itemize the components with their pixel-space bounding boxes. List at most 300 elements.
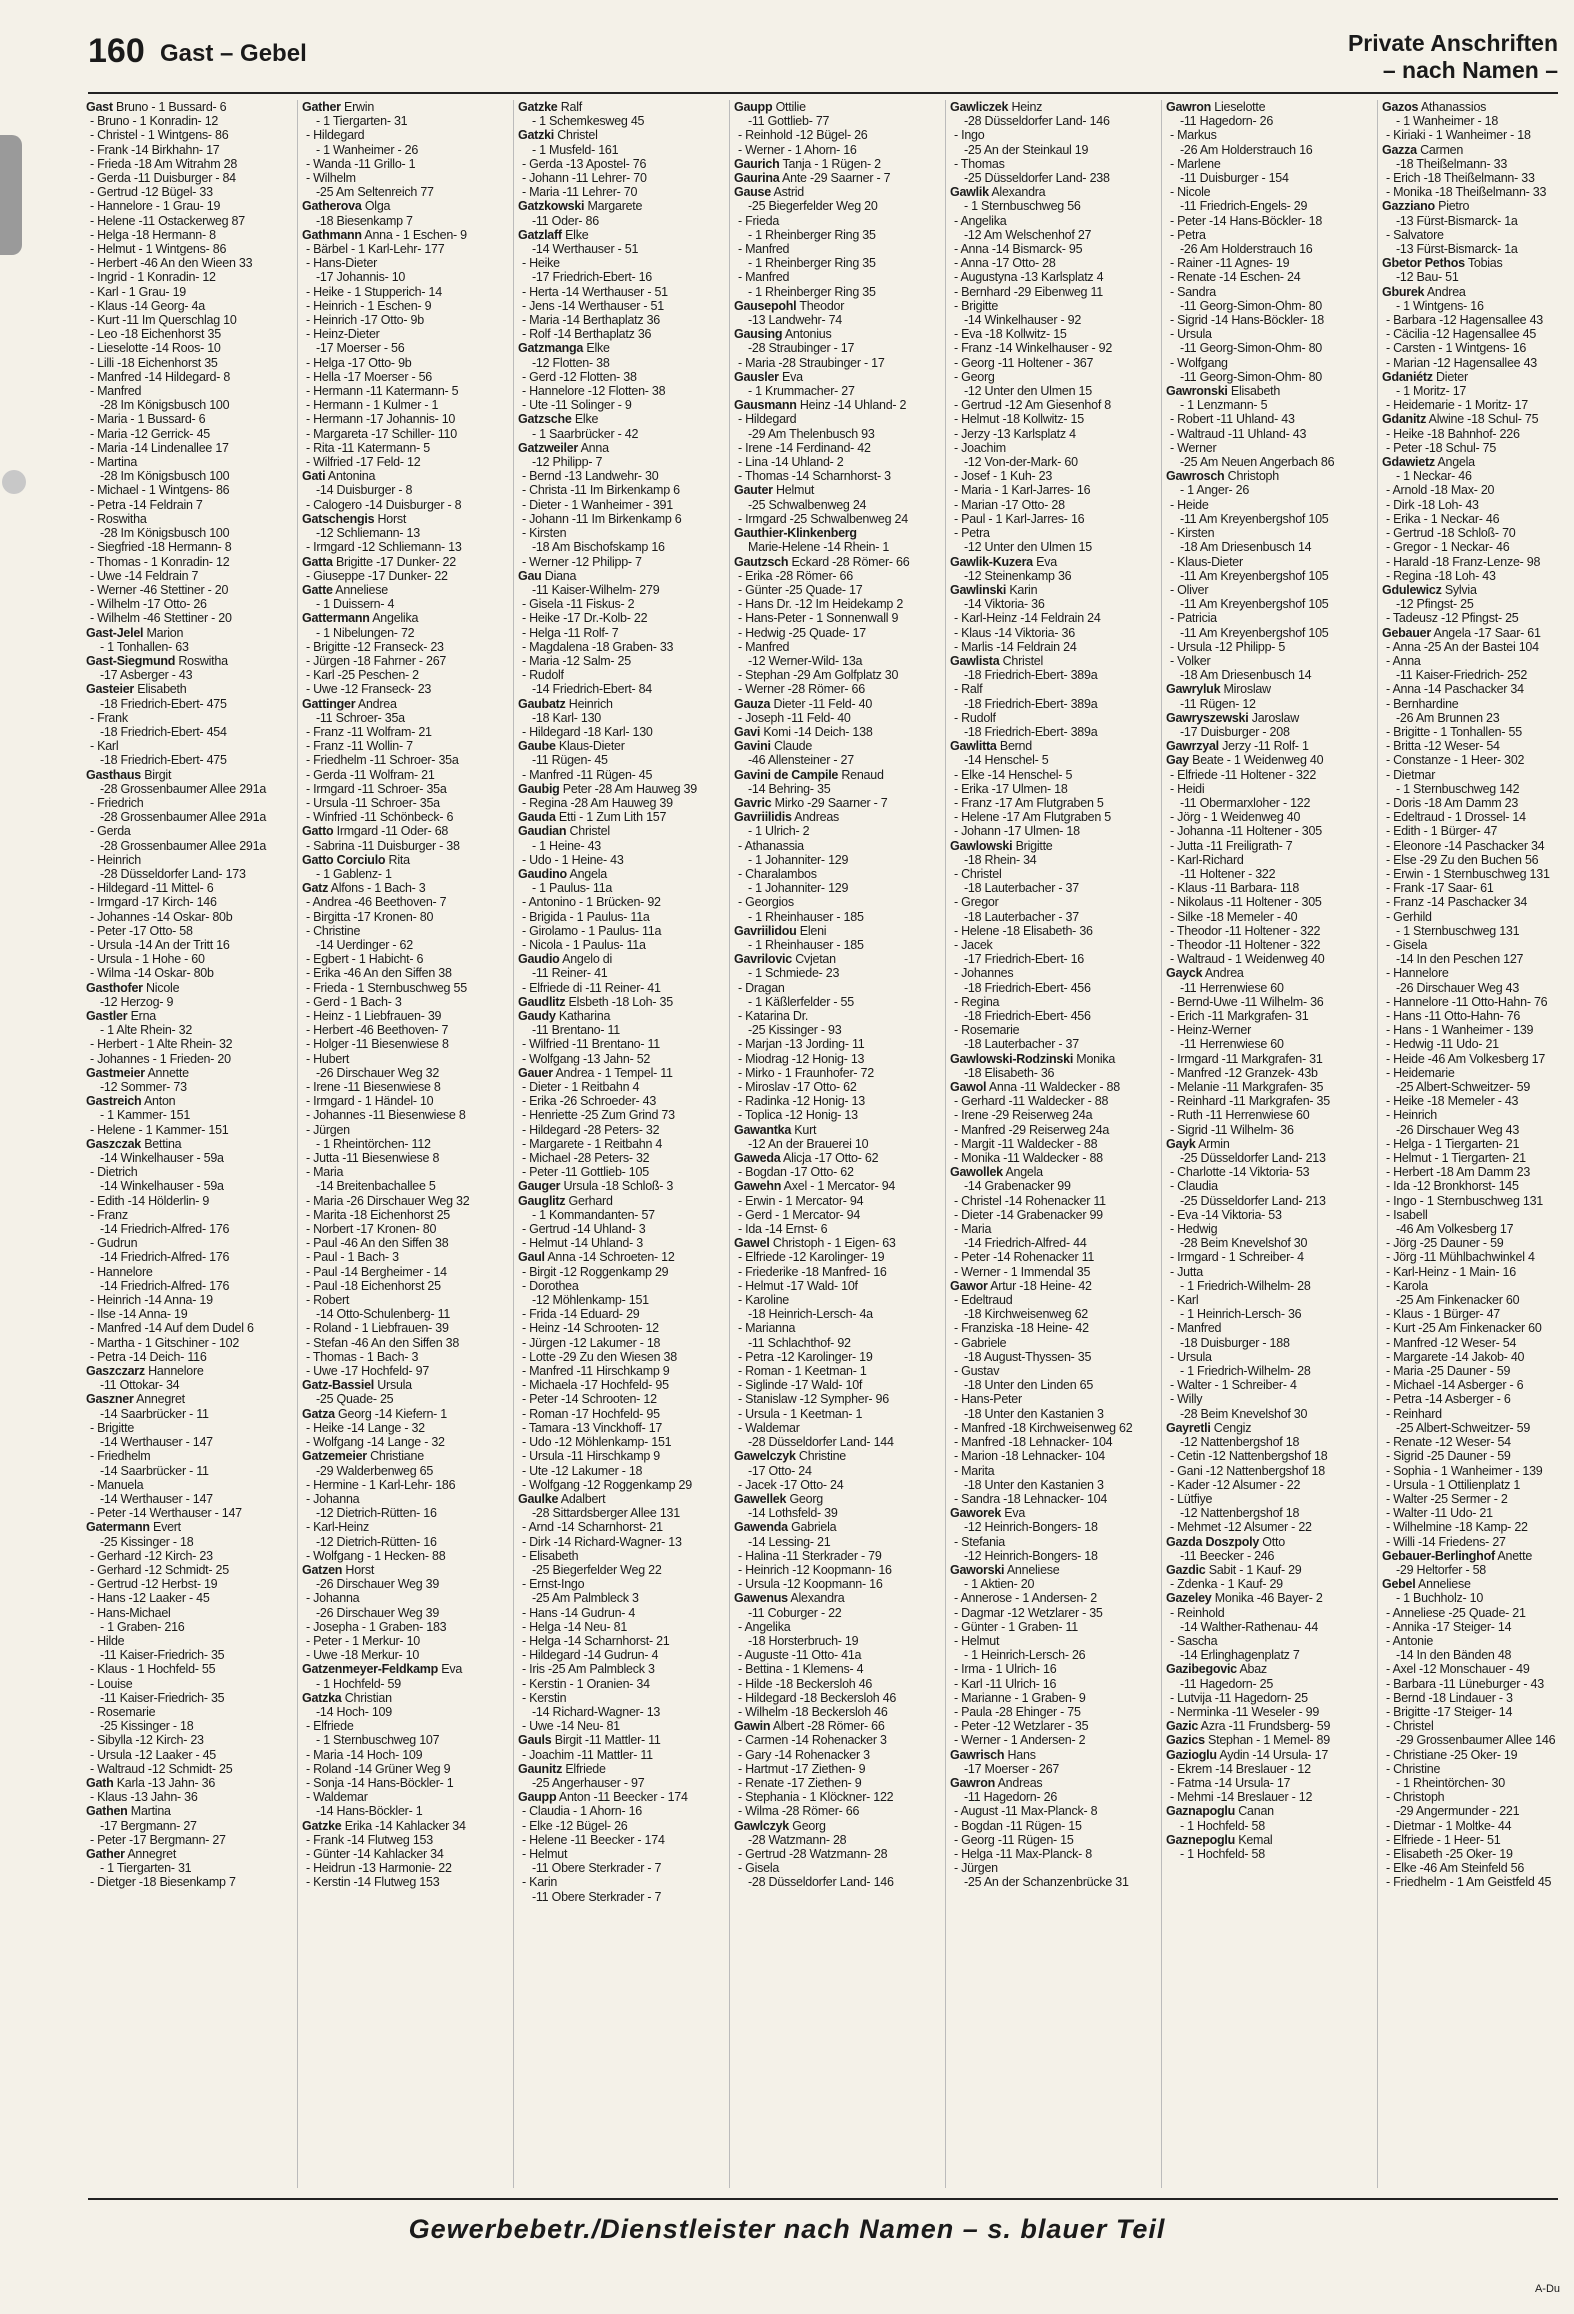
directory-entry <box>86 1478 291 1492</box>
directory-entry <box>86 1790 291 1804</box>
directory-entry <box>734 1307 939 1321</box>
directory-entry <box>1382 782 1556 796</box>
directory-entry <box>734 995 939 1009</box>
directory-entry <box>1166 1165 1371 1179</box>
directory-entry <box>950 895 1155 909</box>
surname: Gawron <box>950 1775 996 1790</box>
entry-text: Brigitte -17 Dunker- 22 <box>335 554 456 569</box>
directory-entry <box>950 1606 1155 1620</box>
entry-text: Stephan - 1 Memel- 89 <box>1208 1733 1330 1748</box>
directory-entry <box>86 214 291 228</box>
directory-entry <box>302 1321 507 1335</box>
entry-text: - Franz -14 Winkelhauser - 92 <box>954 341 1113 356</box>
entry-text: Alfons - 1 Bach- 3 <box>330 881 426 896</box>
entry-text: - Irene -11 Biesenwiese 8 <box>306 1080 441 1095</box>
entry-text: - Joachim <box>954 440 1006 455</box>
entry-text: Peter -28 Am Hauweg 39 <box>562 781 697 796</box>
directory-entry <box>518 1648 723 1662</box>
entry-text: Erika -14 Kahlacker 34 <box>344 1818 466 1833</box>
entry-text: - Gerhild <box>1386 909 1432 924</box>
entry-text: - Paul -14 Bergheimer - 14 <box>306 1264 447 1279</box>
directory-entry <box>86 100 291 114</box>
surname: Gawenus <box>734 1591 788 1606</box>
entry-text: - Jürgen <box>954 1861 998 1876</box>
entry-text: - Manfred -18 Lehnacker- 104 <box>954 1435 1113 1450</box>
surname: Gawlik-Kuzera <box>950 554 1033 569</box>
entry-text: - 1 Wanheimer - 26 <box>316 142 419 157</box>
directory-entry <box>1382 981 1556 995</box>
surname: Gatte <box>302 582 333 597</box>
directory-entry <box>950 285 1155 299</box>
entry-text: - Erika -26 Schroeder- 43 <box>522 1094 657 1109</box>
directory-entry <box>518 214 723 228</box>
directory-entry <box>302 796 507 810</box>
entry-text: -25 Am Seltenreich 77 <box>316 185 434 200</box>
entry-text: - Kader -12 Alsumer - 22 <box>1170 1477 1301 1492</box>
directory-entry <box>1166 526 1371 540</box>
directory-entry <box>86 853 291 867</box>
directory-entry <box>734 1165 939 1179</box>
directory-entry <box>734 398 939 412</box>
directory-entry <box>518 952 723 966</box>
directory-entry <box>518 1293 723 1307</box>
entry-text: - Peter -14 Werthauser - 147 <box>90 1506 242 1521</box>
directory-entry <box>1382 427 1556 441</box>
entry-text: -28 Im Königsbusch 100 <box>100 398 230 413</box>
entry-text: - Sigrid -11 Wilhelm- 36 <box>1170 1122 1294 1137</box>
entry-text: - Roman - 1 Keetman- 1 <box>738 1364 867 1379</box>
directory-entry <box>302 313 507 327</box>
entry-text: - Marita -18 Eichenhorst 25 <box>306 1207 451 1222</box>
entry-text: - 1 Anger- 26 <box>1180 483 1250 498</box>
directory-entry <box>86 1748 291 1762</box>
entry-text: - Gustav <box>954 1364 1000 1379</box>
directory-entry <box>518 768 723 782</box>
directory-entry <box>734 597 939 611</box>
entry-text: -18 Karl- 130 <box>532 710 602 725</box>
directory-entry <box>518 1890 723 1904</box>
entry-text: Rita <box>388 852 410 867</box>
entry-text: Astrid <box>773 185 804 200</box>
entry-text: - Helmut -14 Uhland- 3 <box>522 1236 643 1251</box>
directory-entry <box>86 1705 291 1719</box>
directory-entry <box>1382 995 1556 1009</box>
entry-text: -18 Friedrich-Ebert- 475 <box>100 753 227 768</box>
entry-text: - Erich -11 Markgrafen- 31 <box>1170 1009 1309 1023</box>
entry-text: Andreas <box>794 810 840 825</box>
entry-text: - Isabell <box>1386 1207 1428 1222</box>
entry-text: - Manfred -12 Granzek- 43b <box>1170 1065 1318 1080</box>
directory-entry <box>518 668 723 682</box>
directory-entry <box>518 682 723 696</box>
surname: Gather <box>86 1846 125 1861</box>
directory-entry <box>1382 1563 1556 1577</box>
entry-text: -17 Moerser - 267 <box>964 1761 1060 1776</box>
directory-entry <box>1382 881 1556 895</box>
surname: Gatzweiler <box>518 440 579 455</box>
directory-entry <box>302 853 507 867</box>
directory-entry <box>86 1023 291 1037</box>
surname: Gatzke <box>302 1818 342 1833</box>
entry-text: - Heinrich <box>1386 1108 1437 1123</box>
entry-text: Helmut <box>776 483 815 498</box>
directory-entry <box>1382 1023 1556 1037</box>
entry-text: -11 Hagedorn- 26 <box>964 1790 1058 1805</box>
entry-text: - Hildegard <box>306 128 365 143</box>
directory-entry <box>86 1222 291 1236</box>
entry-text: - Marian -12 Hagensallee 43 <box>1386 355 1537 370</box>
entry-text: - Werner - 1 Immendal 35 <box>954 1264 1091 1279</box>
surname: Gast-Jelel <box>86 625 144 640</box>
entry-text: - Sonja -14 Hans-Böckler- 1 <box>306 1775 454 1790</box>
entry-text: - Antonino - 1 Brücken- 92 <box>522 895 661 910</box>
directory-entry <box>950 711 1155 725</box>
directory-entry <box>950 1620 1155 1634</box>
entry-text: -26 Dirschauer Weg 43 <box>1396 1122 1520 1137</box>
entry-text: -14 Breitenbachallee 5 <box>316 1179 436 1194</box>
entry-text: -25 Albert-Schweitzer- 59 <box>1396 1420 1531 1435</box>
entry-text: Abaz <box>1239 1662 1267 1677</box>
directory-entry <box>1382 1719 1556 1733</box>
entry-text: - Elfriede -11 Holtener - 322 <box>1170 767 1317 782</box>
entry-text: - Jutta -11 Freiligrath- 7 <box>1170 838 1293 853</box>
entry-text: - Johannes - 1 Frieden- 20 <box>90 1051 231 1066</box>
entry-text: Gerhard <box>568 1193 613 1208</box>
directory-entry <box>1166 981 1371 995</box>
directory-entry <box>86 1137 291 1151</box>
entry-text: - Robert <box>306 1293 350 1308</box>
directory-entry <box>518 1222 723 1236</box>
directory-entry <box>1382 1875 1556 1889</box>
directory-entry <box>1166 299 1371 313</box>
directory-entry <box>302 938 507 952</box>
entry-text: - Henriette -25 Zum Grind 73 <box>522 1108 675 1123</box>
entry-text: - Helene -18 Elisabeth- 36 <box>954 923 1093 938</box>
entry-text: - Werner - 1 Andersen- 2 <box>954 1733 1086 1748</box>
entry-text: -18 Friedrich-Ebert- 389a <box>964 696 1098 711</box>
directory-entry <box>1166 1066 1371 1080</box>
entry-text: - Bernd -13 Landwehr- 30 <box>522 469 659 484</box>
entry-text: -14 Saarbrücker - 11 <box>100 1463 209 1478</box>
directory-entry <box>86 1506 291 1520</box>
entry-text: Pietro <box>1438 199 1470 214</box>
directory-entry <box>734 427 939 441</box>
surname: Gati <box>302 469 326 484</box>
directory-entry <box>1166 412 1371 426</box>
entry-text: - Dietmar - 1 Moltke- 44 <box>1386 1818 1512 1833</box>
directory-entry <box>302 583 507 597</box>
entry-text: - Herbert - 1 Alte Rhein- 32 <box>90 1037 233 1052</box>
directory-entry <box>86 1733 291 1747</box>
entry-text: - Ida -12 Bronkhorst- 145 <box>1386 1179 1519 1194</box>
entry-text: - Reinhard -11 Markgrafen- 35 <box>1170 1094 1330 1109</box>
entry-text: - Ursula - 1 Keetman- 1 <box>738 1406 863 1421</box>
directory-entry <box>302 1407 507 1421</box>
directory-entry <box>734 469 939 483</box>
directory-entry <box>518 228 723 242</box>
directory-entry <box>950 100 1155 114</box>
entry-text: - Roman -17 Hochfeld- 95 <box>522 1406 660 1421</box>
directory-entry <box>86 1165 291 1179</box>
entry-text: Elke <box>586 341 610 356</box>
entry-text: - Werner -46 Stettiner - 20 <box>90 582 229 597</box>
entry-text: - Heidi <box>1170 781 1205 796</box>
directory-entry <box>518 753 723 767</box>
directory-entry <box>734 1179 939 1193</box>
entry-text: - 1 Sternbuschweg 142 <box>1396 781 1520 796</box>
entry-text: - Christa -11 Im Birkenkamp 6 <box>522 483 680 498</box>
directory-entry <box>518 512 723 526</box>
directory-entry <box>1382 796 1556 810</box>
surname: Gatermann <box>86 1520 150 1535</box>
directory-entry <box>734 1677 939 1691</box>
directory-entry <box>518 895 723 909</box>
directory-entry <box>518 1208 723 1222</box>
entry-text: Christiane <box>370 1449 424 1464</box>
entry-text: - Rita -11 Katermann- 5 <box>306 440 430 455</box>
entry-text: -11 Duisburger - 154 <box>1180 171 1289 186</box>
directory-entry <box>518 1037 723 1051</box>
directory-column <box>945 100 1155 2188</box>
directory-entry <box>1166 1378 1371 1392</box>
entry-text: -14 Friedrich-Alfred- 176 <box>100 1278 230 1293</box>
directory-entry <box>86 810 291 824</box>
entry-text: - Helga -14 Neu- 81 <box>522 1619 628 1634</box>
entry-text: -28 Im Königsbusch 100 <box>100 469 230 484</box>
entry-text: - Wilhelm -46 Stettiner - 20 <box>90 611 232 626</box>
directory-entry <box>734 214 939 228</box>
directory-entry <box>950 1108 1155 1122</box>
surname: Gausmann <box>734 398 797 413</box>
entry-text: - Lilli -18 Eichenhorst 35 <box>90 355 218 370</box>
entry-text: - Roland -14 Grüner Weg 9 <box>306 1761 451 1776</box>
directory-entry <box>950 1194 1155 1208</box>
entry-text: - Eva -18 Kollwitz- 15 <box>954 327 1067 342</box>
directory-entry <box>86 1407 291 1421</box>
entry-text: Horst <box>377 511 407 526</box>
entry-text: - Heike -14 Lange - 32 <box>306 1420 425 1435</box>
directory-entry <box>86 1606 291 1620</box>
directory-entry <box>950 370 1155 384</box>
entry-text: - Heidemarie - 1 Moritz- 17 <box>1386 398 1528 413</box>
directory-entry <box>518 739 723 753</box>
entry-text: -14 Friedrich-Ebert- 84 <box>532 682 652 697</box>
directory-entry <box>518 1861 723 1875</box>
entry-text: - Bärbel - 1 Karl-Lehr- 177 <box>306 242 445 257</box>
directory-entry <box>302 597 507 611</box>
entry-text: Eckard -28 Römer- 66 <box>791 554 910 569</box>
directory-entry <box>950 299 1155 313</box>
entry-text: -17 Moerser - 56 <box>316 341 405 356</box>
surname: Gauglitz <box>518 1193 566 1208</box>
directory-entry <box>1382 1748 1556 1762</box>
directory-entry <box>518 1407 723 1421</box>
entry-text: -11 Gottlieb- 77 <box>748 114 830 129</box>
entry-text: -12 Nattenbergshof 18 <box>1180 1506 1300 1521</box>
entry-text: - 1 Rheintörchen- 30 <box>1396 1775 1505 1790</box>
entry-text: - Georg <box>954 369 995 384</box>
directory-entry <box>950 1535 1155 1549</box>
entry-text: - Nicola - 1 Paulus- 11a <box>522 937 646 952</box>
entry-text: - Jürgen <box>306 1122 350 1137</box>
entry-text: Andrea <box>1204 966 1244 981</box>
directory-entry <box>1166 1804 1371 1818</box>
entry-text: - Christel - 1 Wintgens- 86 <box>90 128 229 143</box>
entry-text: - Johann -11 Lehrer- 70 <box>522 171 647 186</box>
entry-text: - Dieter - 1 Wanheimer - 391 <box>522 497 673 512</box>
directory-entry <box>518 1691 723 1705</box>
directory-entry <box>302 1719 507 1733</box>
directory-entry <box>518 1535 723 1549</box>
entry-text: - Elke -46 Am Steinfeld 56 <box>1386 1861 1525 1876</box>
surname: Gausler <box>734 369 779 384</box>
directory-entry <box>950 1733 1155 1747</box>
directory-entry <box>734 952 939 966</box>
directory-entry <box>86 725 291 739</box>
directory-entry <box>1382 1407 1556 1421</box>
directory-entry <box>86 1307 291 1321</box>
entry-text: - Maria -14 Berthaplatz 36 <box>522 313 661 328</box>
entry-text: Eva <box>441 1662 463 1677</box>
directory-entry <box>734 1066 939 1080</box>
entry-text: - Silke -18 Memeler - 40 <box>1170 909 1298 924</box>
entry-text: - 1 Friedrich-Wilhelm- 28 <box>1180 1278 1311 1293</box>
entry-text: - Reinhold <box>1170 1605 1225 1620</box>
directory-entry <box>1166 569 1371 583</box>
entry-text: - Sigrid -25 Dauner - 59 <box>1386 1449 1511 1464</box>
entry-text: - Johanna <box>306 1491 360 1506</box>
surname: Gauza <box>734 696 771 711</box>
directory-entry <box>734 412 939 426</box>
directory-entry <box>734 1776 939 1790</box>
side-dot-marker <box>2 470 26 494</box>
directory-entry <box>1166 1364 1371 1378</box>
directory-entry <box>86 640 291 654</box>
entry-text: - Herbert -46 An den Wieen 33 <box>90 256 253 271</box>
directory-entry <box>518 1123 723 1137</box>
directory-entry <box>1166 611 1371 625</box>
entry-text: -25 Albert-Schweitzer- 59 <box>1396 1080 1531 1095</box>
entry-text: - Miodrag -12 Honig- 13 <box>738 1051 865 1066</box>
directory-entry <box>950 1236 1155 1250</box>
directory-entry <box>1382 1378 1556 1392</box>
entry-text: -18 Lauterbacher - 37 <box>964 881 1079 896</box>
entry-text: - Sandra <box>1170 284 1216 299</box>
directory-entry <box>518 1804 723 1818</box>
entry-text: Andrea <box>1426 284 1466 299</box>
entry-text: - Gerhard -12 Kirch- 23 <box>90 1548 213 1563</box>
entry-text: -17 Friedrich-Ebert- 16 <box>532 270 652 285</box>
directory-entry <box>86 540 291 554</box>
entry-text: - Ekrem -14 Breslauer - 12 <box>1170 1761 1311 1776</box>
entry-text: - Heinrich - 1 Eschen- 9 <box>306 298 432 313</box>
entry-text: - Johannes <box>954 966 1014 981</box>
entry-text: - Werner -28 Römer- 66 <box>738 682 865 697</box>
directory-entry <box>950 1179 1155 1193</box>
directory-entry <box>1166 881 1371 895</box>
surname: Gebauer-Berlinghof <box>1382 1548 1495 1563</box>
directory-entry <box>518 427 723 441</box>
directory-entry <box>734 1250 939 1264</box>
entry-text: - Harald -18 Franz-Lenze- 98 <box>1386 554 1541 569</box>
entry-text: - 1 Heinrich-Lersch- 26 <box>964 1648 1086 1663</box>
directory-entry <box>1382 1236 1556 1250</box>
directory-entry <box>1382 1009 1556 1023</box>
entry-text: - Frank -14 Flutweg 153 <box>306 1832 433 1847</box>
entry-text: - Thomas -14 Scharnhorst- 3 <box>738 469 891 484</box>
directory-entry <box>1166 1023 1371 1037</box>
entry-text: - Lutvija -11 Hagedorn- 25 <box>1170 1690 1308 1705</box>
directory-entry <box>950 1279 1155 1293</box>
entry-text: - Marjan -13 Jording- 11 <box>738 1037 865 1052</box>
directory-entry <box>86 1279 291 1293</box>
entry-text: - Helmut - 1 Wintgens- 86 <box>90 242 227 257</box>
directory-entry <box>86 1236 291 1250</box>
directory-entry <box>734 1009 939 1023</box>
directory-entry <box>86 881 291 895</box>
directory-entry <box>734 1591 939 1605</box>
entry-text: - Lieselotte -14 Roos- 10 <box>90 341 221 356</box>
directory-entry <box>302 981 507 995</box>
directory-entry <box>86 768 291 782</box>
entry-text: - Hans - 1 Wanheimer - 139 <box>1386 1023 1534 1038</box>
directory-entry <box>1166 1733 1371 1747</box>
directory-entry <box>302 1165 507 1179</box>
entry-text: - Frank <box>90 710 128 725</box>
directory-entry <box>518 640 723 654</box>
entry-text: Jerzy -11 Rolf- 1 <box>1222 739 1309 754</box>
directory-entry <box>518 483 723 497</box>
directory-entry <box>86 1833 291 1847</box>
entry-text: - Waltraud -12 Schmidt- 25 <box>90 1761 233 1776</box>
directory-entry <box>302 839 507 853</box>
directory-entry <box>302 640 507 654</box>
entry-text: -29 Walderbenweg 65 <box>316 1463 434 1478</box>
directory-entry <box>734 1194 939 1208</box>
entry-text: - Iris -25 Am Palmbleck 3 <box>522 1662 655 1677</box>
directory-entry <box>518 1165 723 1179</box>
entry-text: - Waltraud -11 Uhland- 43 <box>1170 426 1307 441</box>
directory-entry <box>518 1009 723 1023</box>
directory-entry <box>302 966 507 980</box>
directory-entry <box>1382 1293 1556 1307</box>
directory-entry <box>1382 1535 1556 1549</box>
directory-entry <box>518 910 723 924</box>
entry-text: - Gerda -11 Wolfram- 21 <box>306 767 435 782</box>
directory-entry <box>1166 1208 1371 1222</box>
directory-entry <box>950 185 1155 199</box>
entry-text: - Anna -14 Bismarck- 95 <box>954 242 1083 257</box>
directory-entry <box>950 256 1155 270</box>
entry-text: -25 An der Schanzenbrücke 31 <box>964 1875 1129 1890</box>
directory-entry <box>1382 1705 1556 1719</box>
surname: Gatto Corciulo <box>302 852 386 867</box>
directory-entry <box>950 1421 1155 1435</box>
entry-text: - Kurt -25 Am Finkenacker 60 <box>1386 1321 1542 1336</box>
entry-text: -18 Am Bischofskamp 16 <box>532 540 665 555</box>
entry-text: - Reinhold -12 Bügel- 26 <box>738 128 868 143</box>
entry-text: - Erika - 1 Neckar- 46 <box>1386 511 1500 526</box>
directory-entry <box>1166 1009 1371 1023</box>
directory-entry <box>518 938 723 952</box>
entry-text: - Christoph <box>1386 1790 1445 1805</box>
directory-entry <box>1382 839 1556 853</box>
directory-entry <box>734 938 939 952</box>
directory-entry <box>734 228 939 242</box>
entry-text: - Hedwig -25 Quade- 17 <box>738 625 866 640</box>
directory-entry <box>302 1790 507 1804</box>
surname: Gawrzyal <box>1166 739 1219 754</box>
